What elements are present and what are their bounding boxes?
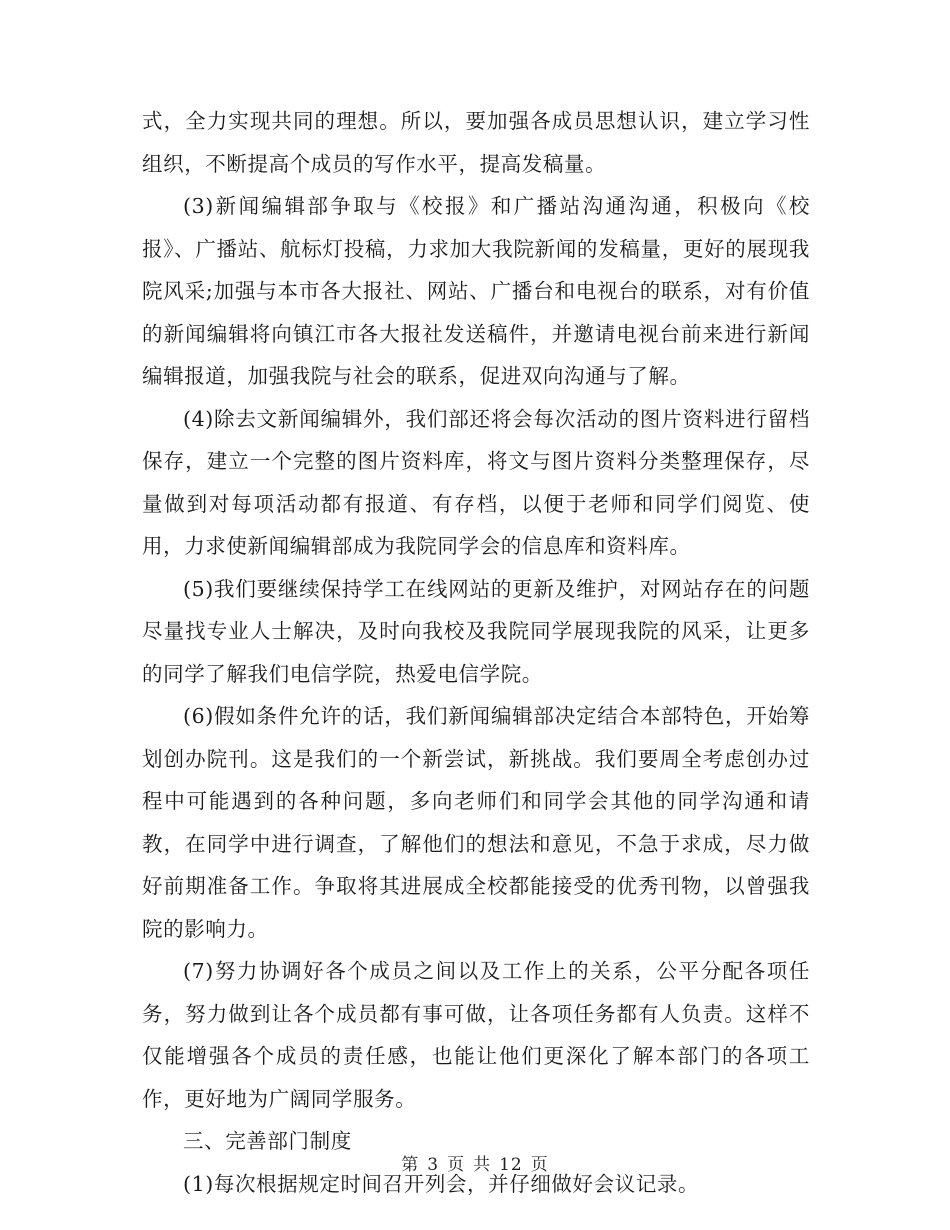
paragraph-item-5: (5)我们要继续保持学工在线网站的更新及维护，对网站存在的问题尽量找专业人士解决，及时向我校及我院同学展现我院的风采，让更多的同学了解我们电信学院，热爱电信学院。	[142, 576, 810, 686]
paragraph-item-3: (3)新闻编辑部争取与《校报》和广播站沟通沟通，积极向《校报》、广播站、航标灯投稿，力求加大我院新闻的发稿量，更好的展现我院风采;加强与本市各大报社、网站、广播台和电视台的联系，对有价值的新闻编辑将向镇江市各大报社发送稿件，并邀请电视台前来进行新闻编辑报道，加强我院与社会的联系，促进双向沟通与了解。	[142, 194, 810, 388]
paragraph-item-6: (6)假如条件允许的话，我们新闻编辑部决定结合本部特色，开始筹划创办院刊。这是我们的一个新尝试，新挑战。我们要周全考虑创办过程中可能遇到的各种问题，多向老师们和同学会其他的同学沟通和请教，在同学中进行调查，了解他们的想法和意见，不急于求成，尽力做好前期准备工作。争取将其进展成全校都能接受的优秀刊物，以曾强我院的影响力。	[142, 704, 810, 941]
document-body	[142, 100, 810, 1205]
footer-page-number: 3	[427, 1155, 440, 1175]
footer-total-pages: 12	[499, 1155, 523, 1175]
footer-page-label: 页	[447, 1155, 466, 1175]
section-heading: 三、完善部门制度	[183, 1129, 352, 1153]
page-footer	[0, 1150, 950, 1175]
paragraph-continuation: 式，全力实现共同的理想。所以，要加强各成员思想认识，建立学习性组织，不断提高个成员的写作水平，提高发稿量。	[142, 109, 810, 176]
footer-suffix: 页	[530, 1155, 549, 1175]
footer-prefix: 第	[401, 1155, 420, 1175]
paragraph-item-4: (4)除去文新闻编辑外，我们部还将会每次活动的图片资料进行留档保存，建立一个完整的图片资料库，将文与图片资料分类整理保存，尽量做到对每项活动都有报道、有存档，以便于老师和同学们阅览、使用，力求使新闻编辑部成为我院同学会的信息库和资料库。	[142, 406, 810, 558]
paragraph-item-7: (7)努力协调好各个成员之间以及工作上的关系，公平分配各项任务，努力做到让各个成员都有事可做，让各项任务都有人负责。这样不仅能增强各个成员的责任感，也能让他们更深化了解本部门的各项工作，更好地为广阔同学服务。	[142, 959, 810, 1111]
footer-total-label: 共	[473, 1155, 492, 1175]
paragraph-rule-1: (1)每次根据规定时间召开列会，并仔细做好会议记录。	[183, 1171, 700, 1196]
